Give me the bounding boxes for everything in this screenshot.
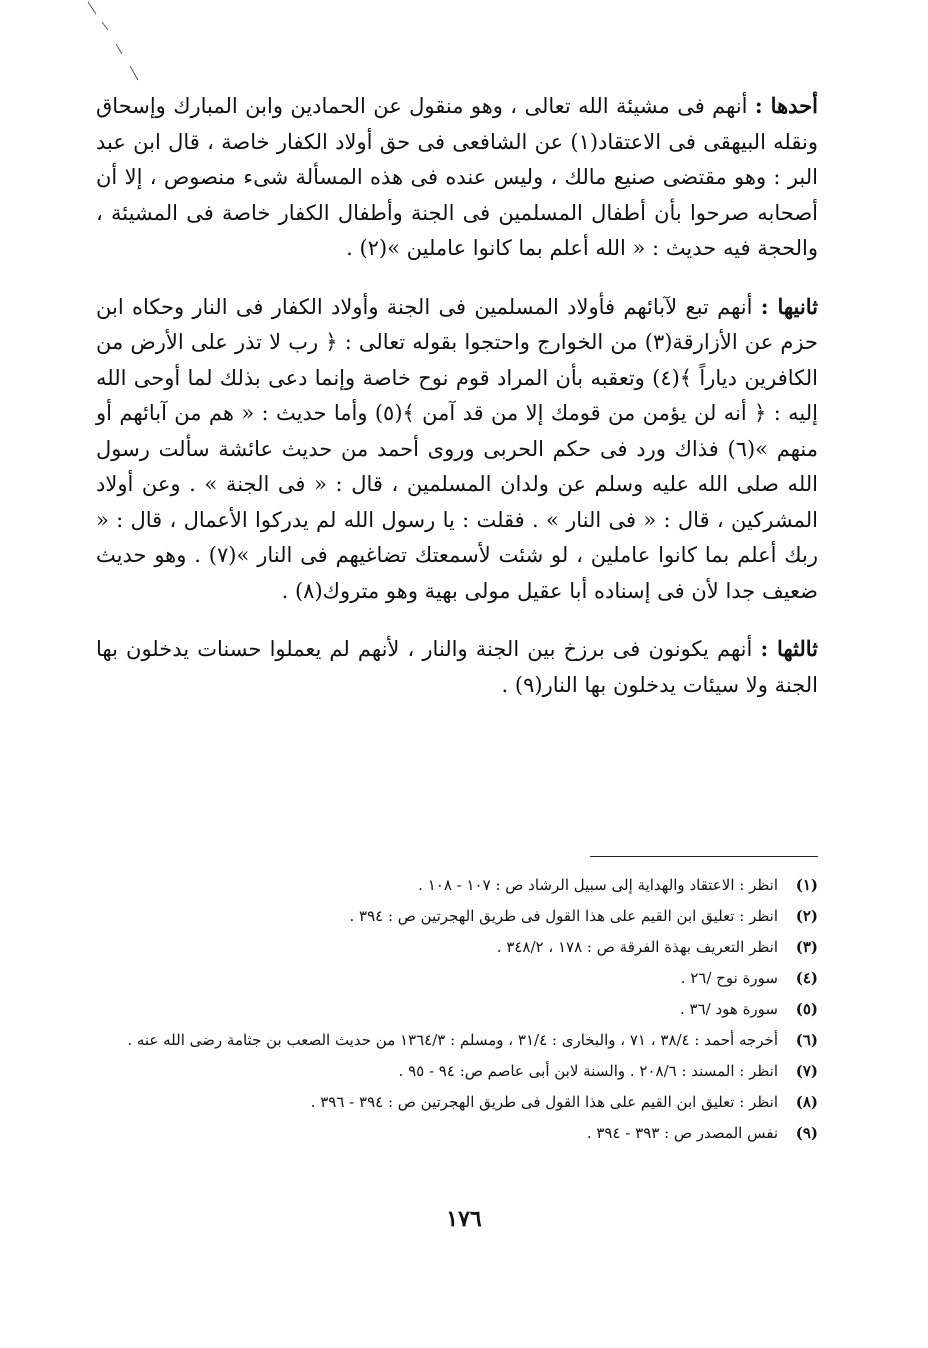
paragraph-lead: ثانيها : [760,293,818,319]
footnote-text: أخرجه أحمد : ٣٨/٤ ، ٧١ ، والبخارى : ٣١/٤ ، ومسلم : ١٣٦٤/٣ من حديث الصعب بن جثامة رضى الله عنه . [127,1031,778,1049]
footnote-number: (٣) [795,938,818,956]
scan-artifact-mark [86,0,146,90]
footnote-item [96,1087,818,1118]
footnote-text: سورة هود /٣٦ . [679,1000,778,1018]
paragraph-second [96,289,818,610]
footnote-text: انظر : تعليق ابن القيم على هذا القول فى طريق الهجرتين ص : ٣٩٤ . [349,907,778,925]
footnote-number: (٥) [795,1000,818,1018]
main-text [96,88,818,725]
footnote-item [96,994,818,1025]
footnote-item [96,1025,818,1056]
footnote-number: (٨) [795,1093,818,1111]
footnote-number: (١) [795,876,818,894]
paragraph-lead: أحدها : [754,93,818,118]
paragraph-lead: ثالثها : [760,636,818,661]
footnote-number: (٤) [795,969,818,987]
footnote-text: انظر : الاعتقاد والهداية إلى سبيل الرشاد ص : ١٠٧ - ١٠٨ . [418,876,778,894]
footnote-item [96,901,818,932]
footnote-item [96,870,818,901]
footnote-separator [590,856,818,857]
footnotes-list [96,870,818,1149]
paragraph-text: أنهم يكونون فى برزخ بين الجنة والنار ، لأنهم لم يعملوا حسنات يدخلون بها الجنة ولا سيئات يدخلون بها النار(٩) . [96,637,818,697]
footnote-number: (٧) [795,1062,818,1080]
footnote-text: نفس المصدر ص : ٣٩٣ - ٣٩٤ . [586,1124,778,1142]
paragraph-third [96,631,818,703]
footnote-item [96,1056,818,1087]
paragraph-text: أنهم فى مشيئة الله تعالى ، وهو منقول عن الحمادين وابن المبارك وإسحاق ونقله البيهقى فى الاعتقاد(١) عن الشافعى فى حق أولاد الكفار خاصة ، قال ابن عبد البر : وهو مقتضى صنيع مالك ، وليس عنده فى هذه المسألة شىء منصوص ، إلا أن أصحابه صرحوا بأن أطفال المسلمين فى الجنة وأطفال الكفار خاصة فى المشيئة ، والحجة فيه حديث : « الله أعلم بما كانوا عاملين »(٢) . [96,94,818,260]
footnote-text: انظر : تعليق ابن القيم على هذا القول فى طريق الهجرتين ص : ٣٩٤ - ٣٩٦ . [310,1093,778,1111]
paragraph-first [96,88,818,267]
footnote-text: سورة نوح /٢٦ . [680,969,778,987]
paragraph-text: أنهم تبع لآبائهم فأولاد المسلمين فى الجنة وأولاد الكفار فى النار وحكاه ابن حزم عن الأزارقة(٣) من الخوارج واحتجوا بقوله تعالى : ﴿ رب لا تذر على الأرض من الكافرين دياراً ﴾(٤) وتعقبه بأن المراد قوم نوح خاصة وإنما دعى بذلك لما أوحى الله إليه : ﴿ أنه لن يؤمن من قومك إلا من قد آمن ﴾(٥) وأما حديث : « هم من آبائهم أو منهم »(٦) فذاك ورد فى حكم الحربى وروى أحمد من حديث عائشة سألت رسول الله صلى الله عليه وسلم عن ولدان المسلمين ، قال : « فى الجنة » . وعن أولاد المشركين ، قال : « فى النار » . فقلت : يا رسول الله لم يدركوا الأعمال ، قال : « ربك أعلم بما كانوا عاملين ، لو شئت لأسمعتك تضاغيهم فى النار »(٧) . وهو حديث ضعيف جدا لأن فى إسناده أبا عقيل مولى بهية وهو متروك(٨) . [96,294,819,603]
footnote-text: انظر : المسند : ٢٠٨/٦ . والسنة لابن أبى عاصم ص: ٩٤ - ٩٥ . [398,1062,778,1080]
footnote-text: انظر التعريف بهذة الفرقة ص : ١٧٨ ، ٣٤٨/٢ . [496,938,778,956]
page-number: ١٧٦ [446,1206,482,1232]
footnote-number: (٦) [795,1031,818,1049]
footnote-item [96,932,818,963]
footnote-number: (٩) [795,1124,818,1142]
footnote-number: (٢) [795,907,818,925]
footnote-item [96,1118,818,1149]
footnote-item [96,963,818,994]
